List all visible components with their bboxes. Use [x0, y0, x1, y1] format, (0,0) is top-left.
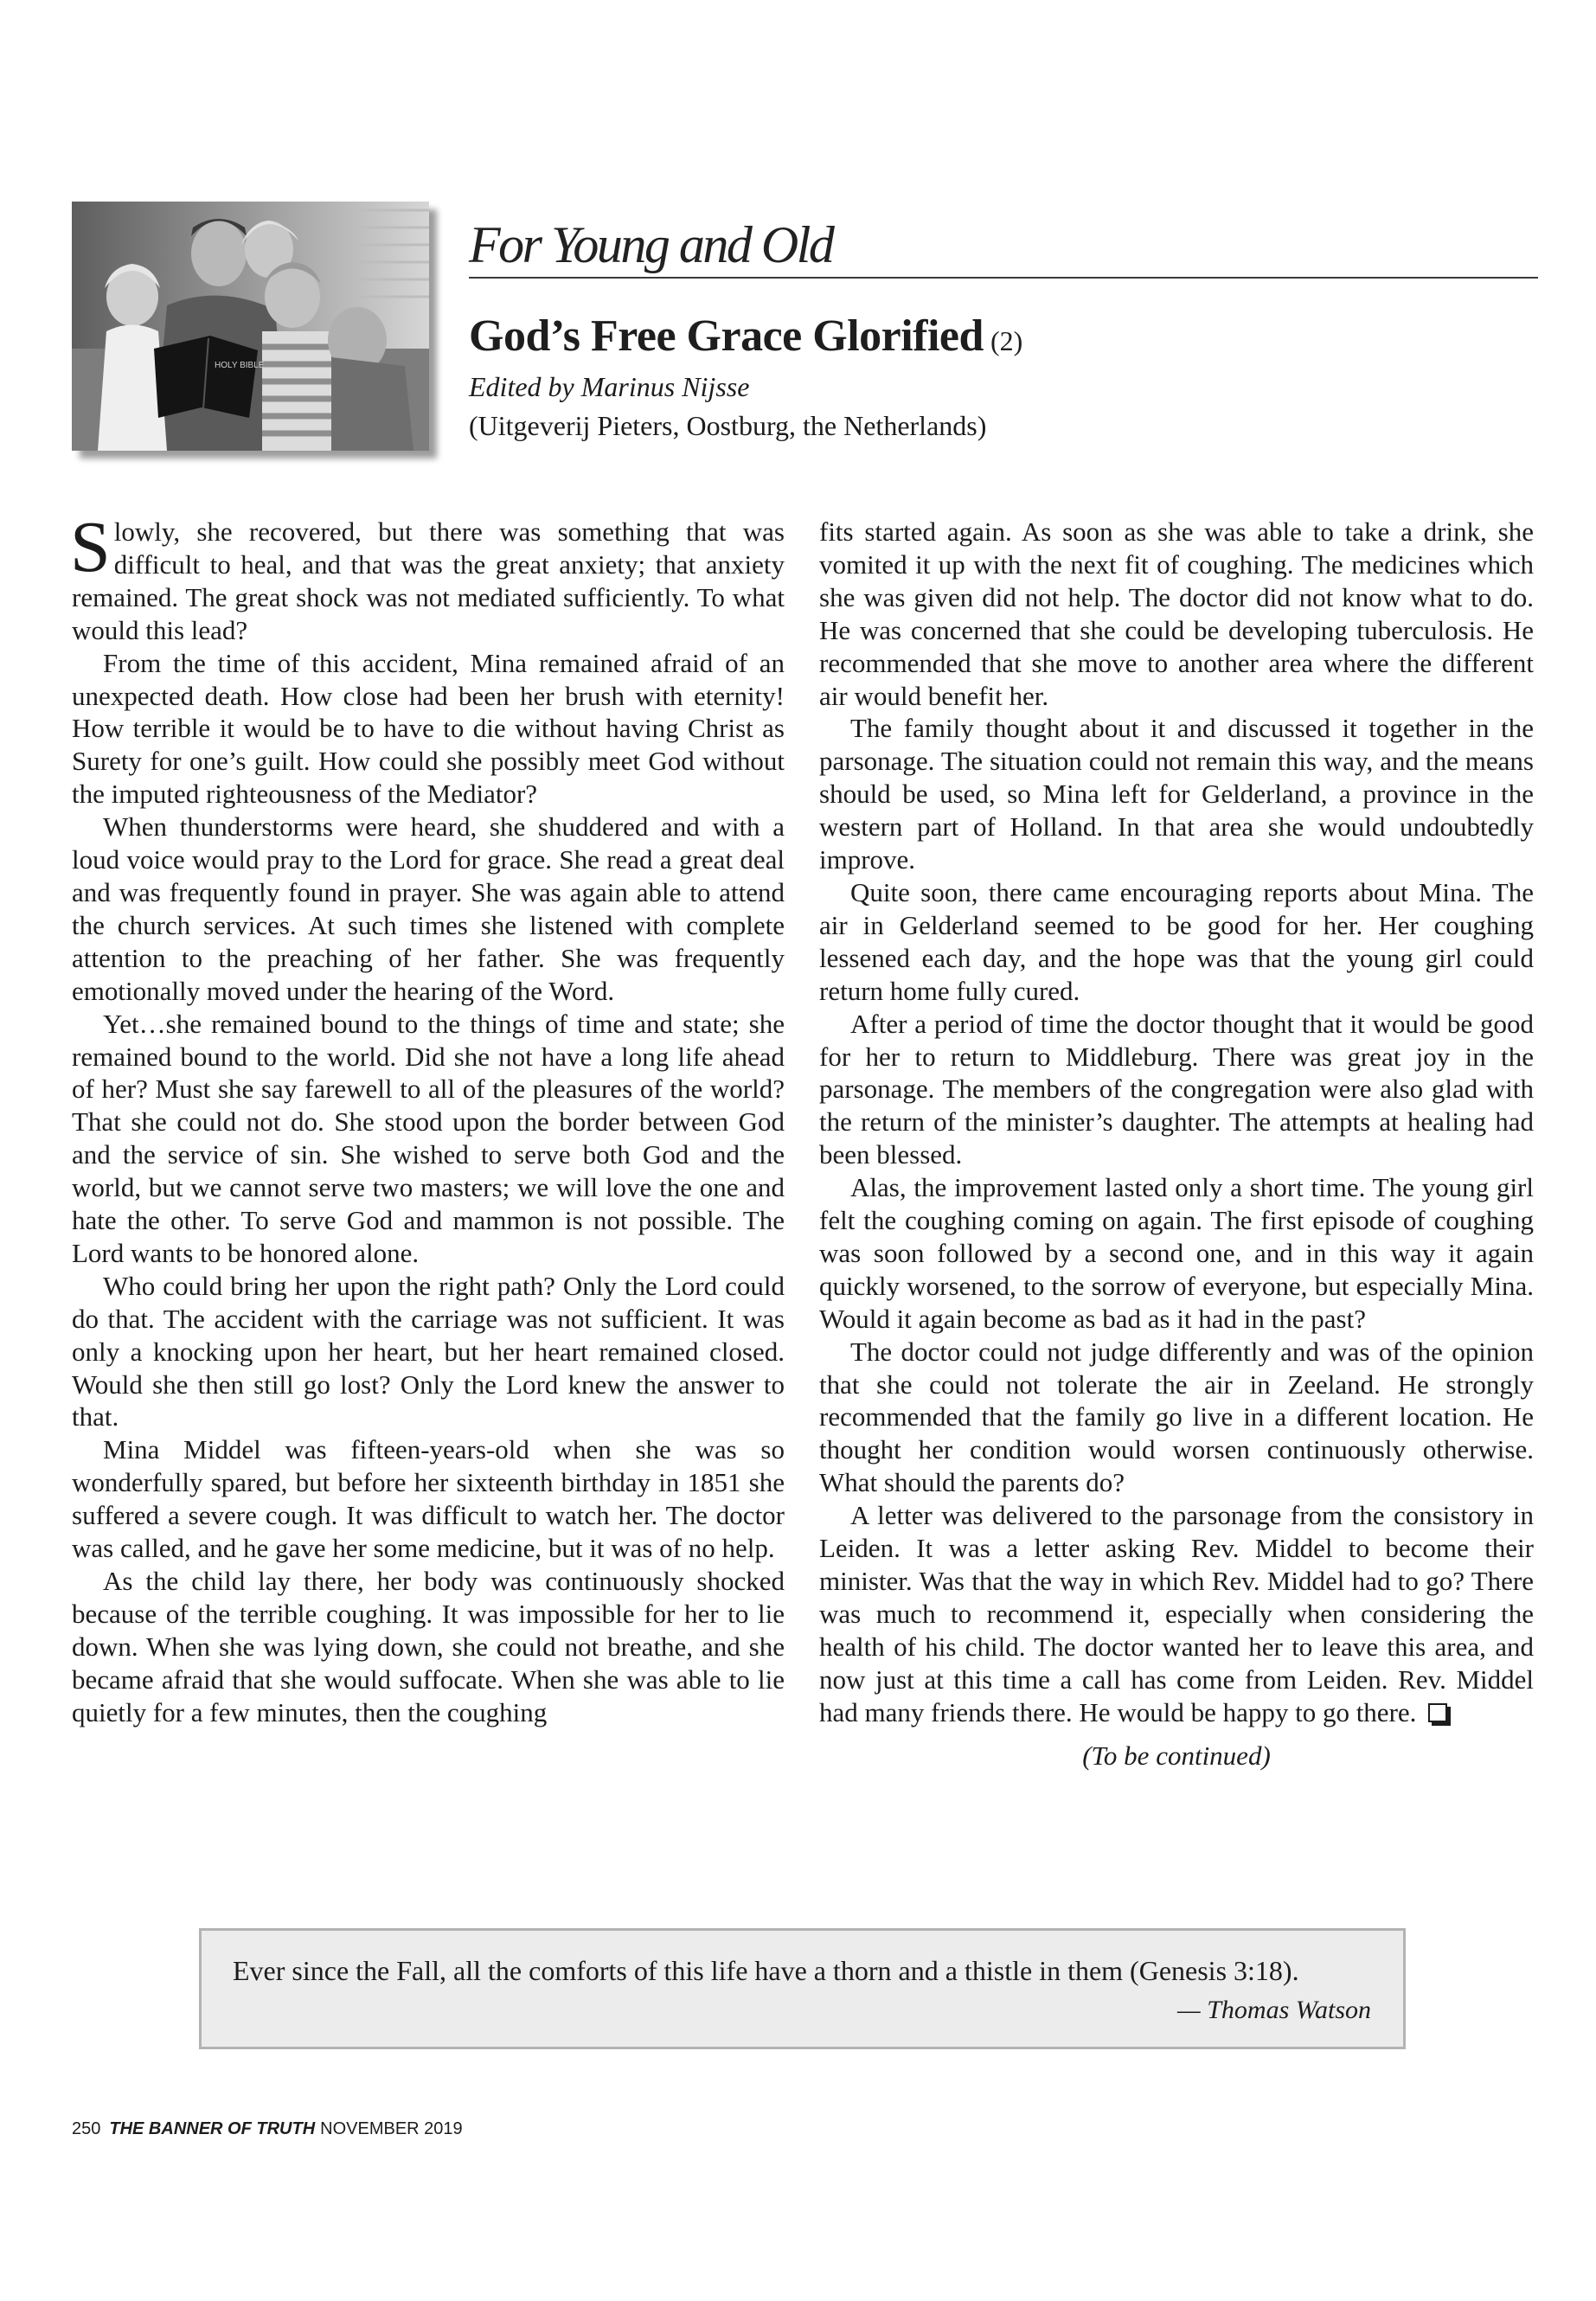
right-column — [819, 516, 1534, 1772]
article-title-text: God’s Free Grace Glorified — [469, 311, 984, 361]
paragraph: Who could bring her upon the right path? Only the Lord could do that. The accident with the carriage was not sufficient. It was only a knocking upon her heart, but her heart remained closed. Would she then still go lost? Only the Lord knew the answer to that. — [72, 1270, 785, 1433]
quote-author: — Thomas Watson — [1177, 1996, 1371, 2024]
byline: Edited by Marinus Nijsse — [469, 371, 750, 402]
page-number: 250 — [72, 2119, 101, 2138]
article-title — [469, 310, 1022, 368]
paragraph-text: A letter was delivered to the parsonage from the consistory in Leiden. It was a letter asking Rev. Middel to become their minister. Was that the way in which Rev. Middel had to go? There was much to recommend it, especially when considering the health of his child. The doctor wanted her to leave this area, and now just at this time a call has come from Leiden. Rev. Middel had many friends there. He would be happy to go there. — [819, 1500, 1534, 1727]
paragraph: Alas, the improvement lasted only a short time. The young girl felt the coughing coming on again. The first episode of coughing was soon followed by a second one, and in this way it again quickly worsened, to the sorrow of everyone, but especially Mina. Would it again become as bad as it had in the past? — [819, 1172, 1534, 1334]
paragraph — [819, 1499, 1534, 1728]
to-be-continued: (To be continued) — [1082, 1740, 1271, 1771]
magazine-name: THE BANNER OF TRUTH — [109, 2119, 316, 2138]
paragraph: Mina Middel was fifteen-years-old when she was so wonderfully spared, but before her sixteenth birthday in 1851 she suffered a severe cough. It was difficult to watch her. The doctor was called, and he gave her some medicine, but it was of no help. — [72, 1434, 785, 1564]
part-number: (2) — [990, 325, 1023, 356]
paragraph: Quite soon, there came encouraging reports about Mina. The air in Gelderland seemed to be good for her. Her coughing lessened each day, and the hope was that the young girl could return home fully cured. — [819, 876, 1534, 1006]
left-column — [70, 507, 785, 1729]
paragraph: The doctor could not judge differently and was of the opinion that she could not tolerate the air in Zeeland. He strongly recommended that the family go live in a different location. He thought her condition would worsen continuously otherwise. What should the parents do? — [819, 1336, 1534, 1498]
paragraph: fits started again. As soon as she was able to take a drink, she vomited it up with the next fit of coughing. The medicines which she was given did not help. The doctor did not know what to do. He was concerned that she could be developing tuberculosis. He recommended that she move to another area where the different air would benefit her. — [819, 516, 1534, 711]
quote-text: Ever since the Fall, all the comforts of this life have a thorn and a thistle in them (Genesis 3:18). — [233, 1955, 1299, 1986]
family-reading-bible-photo — [72, 202, 429, 451]
paragraph: As the child lay there, her body was continuously shocked because of the terrible coughing. It was impossible for her to lie down. When she was lying down, she could not breathe, and she became afraid that she would suffocate. When she was able to lie quietly for a few minutes, then the coughing — [72, 1566, 785, 1727]
drop-cap: S — [70, 507, 111, 587]
paragraph: After a period of time the doctor thought that it would be good for her to return to Middleburg. There was great joy in the parsonage. The members of the congregation were also glad with the return of the minister’s daughter. The attempts at healing had been blessed. — [819, 1008, 1534, 1170]
bible-label: HOLY BIBLE — [215, 361, 265, 370]
paragraph-text: lowly, she recovered, but there was something that was difficult to heal, and that was the great anxiety; that anxiety remained. The great shock was not mediated sufficiently. To what would this lead? — [72, 516, 785, 645]
page-footer — [72, 2118, 463, 2140]
section-title: For Young and Old — [469, 216, 833, 273]
paragraph: The family thought about it and discussed it together in the parsonage. The situation could not remain this way, and the means should be used, so Mina left for Gelderland, a province in the western part of Holland. In that area she would undoubtedly improve. — [819, 713, 1534, 875]
end-of-article-icon — [1428, 1703, 1447, 1722]
paragraph: Yet…she remained bound to the things of time and state; she remained bound to the world. Did she not have a long life ahead of her? Must she say farewell to all of the pleasures of the world? That she could not do. She stood upon the border between God and the service of sin. She wished to serve both God and the world, but we cannot serve two masters; we will love the one and hate the other. To serve God and mammon is not possible. The Lord wants to be honored alone. — [72, 1008, 785, 1268]
paragraph: From the time of this accident, Mina remained afraid of an unexpected death. How close had been her brush with eternity! How terrible it would be to have to die without having Christ as Surety for one’s guilt. How could she possibly meet God without the imputed righteousness of the Mediator? — [72, 647, 785, 810]
publisher-credit: (Uitgeverij Pieters, Oostburg, the Netherlands) — [469, 410, 987, 441]
issue-date: NOVEMBER 2019 — [320, 2119, 463, 2138]
section-title-rule — [469, 277, 1538, 279]
paragraph — [70, 507, 785, 647]
quote-box — [199, 1928, 1406, 2049]
paragraph: When thunderstorms were heard, she shuddered and with a loud voice would pray to the Lord for grace. She read a great deal and was frequently found in prayer. She was again able to attend the church services. At such times she listened with complete attention to the preaching of her father. She was frequently emotionally moved under the hearing of the Word. — [72, 811, 785, 1006]
